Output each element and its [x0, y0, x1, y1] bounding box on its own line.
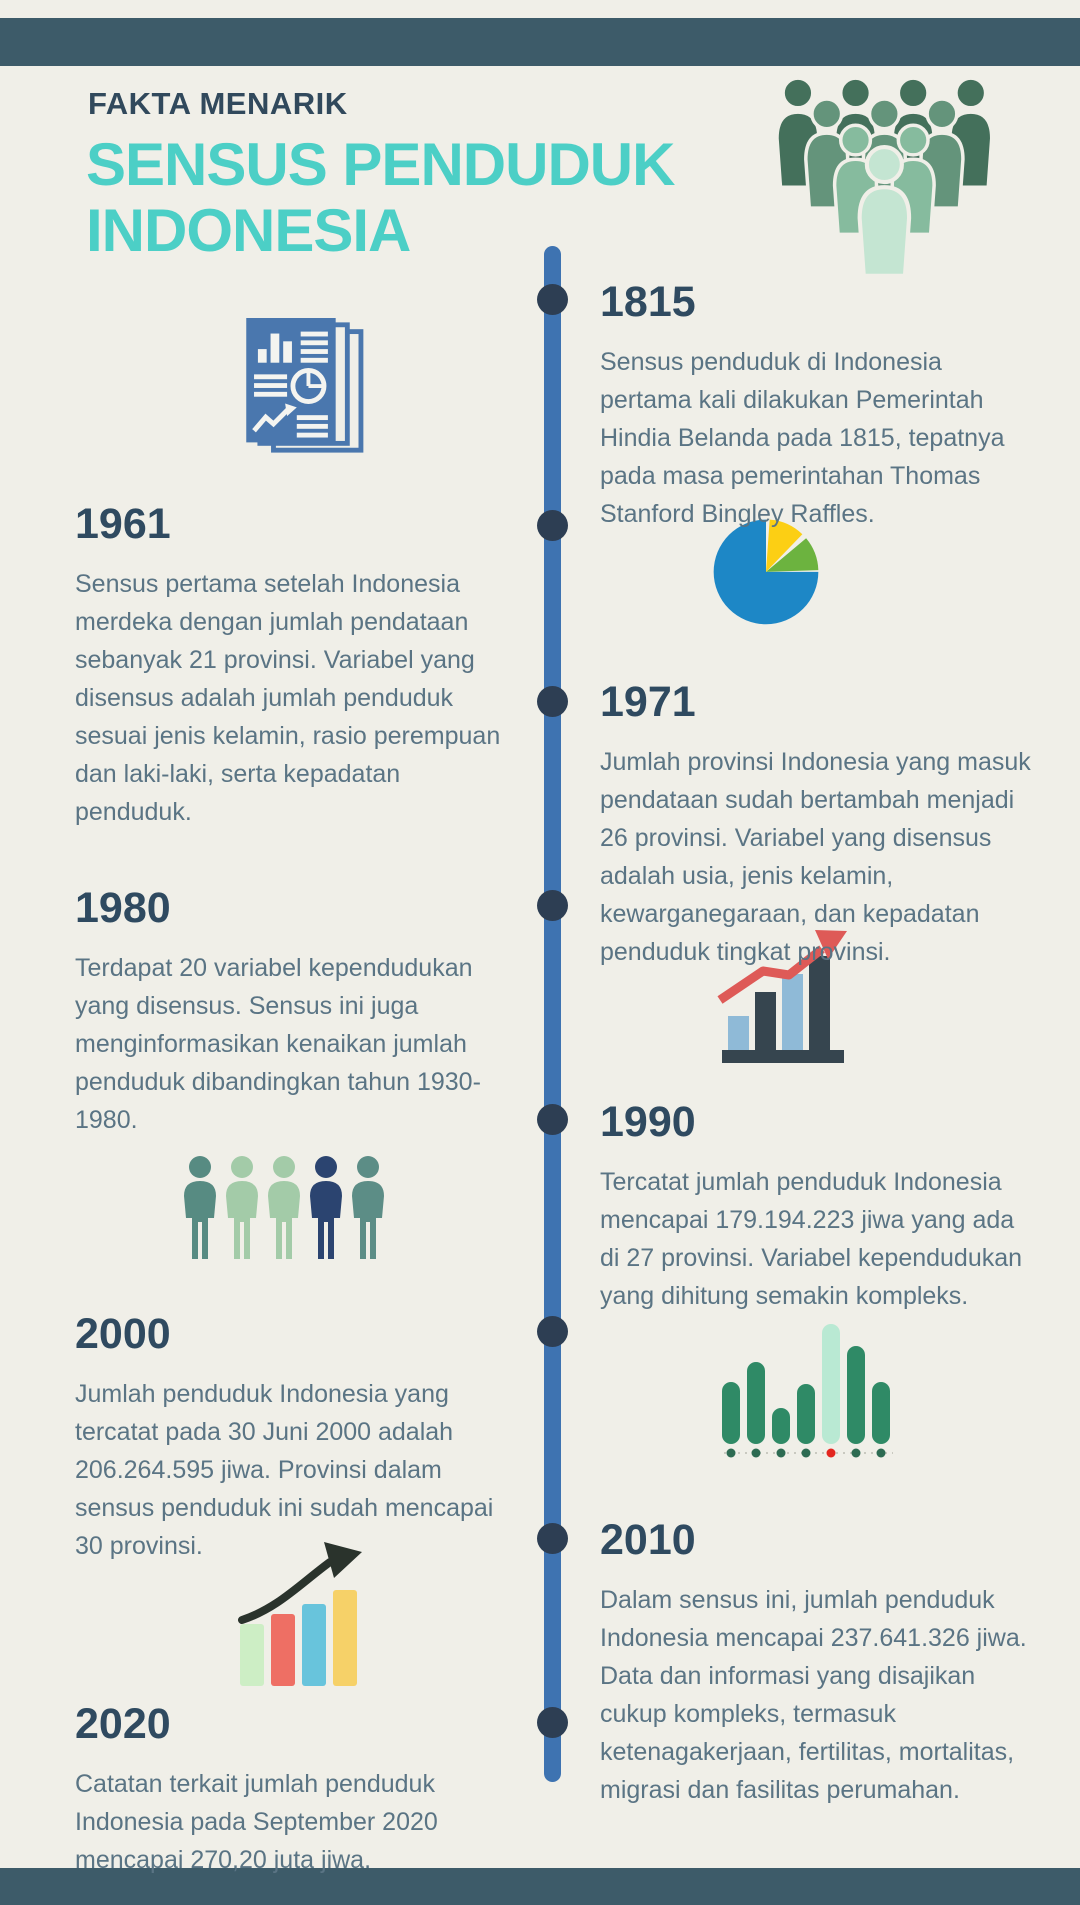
timeline-entry-2010	[600, 1516, 1040, 1809]
crowd-icon	[752, 72, 1008, 283]
entry-year: 2010	[600, 1516, 696, 1564]
timeline-dot-1815	[537, 284, 568, 315]
timeline-dot-2010	[537, 1523, 568, 1554]
entry-year: 1815	[600, 278, 696, 326]
entry-year: 1971	[600, 678, 696, 726]
page-title	[86, 132, 674, 264]
timeline-entry-1980	[75, 884, 505, 1139]
entry-text: Sensus pertama setelah Indonesia merdeka dengan jumlah pendataan sebanyak 21 provinsi. Variabel yang disensus adalah jumlah penduduk sesuai jenis kelamin, rasio perempuan dan laki-laki, serta kepadatan penduduk.	[75, 570, 501, 826]
entry-text: Terdapat 20 variabel kependudukan yang disensus. Sensus ini juga menginformasikan kenaikan jumlah penduduk dibandingkan tahun 1930-1980.	[75, 954, 481, 1134]
timeline-dot-1971	[537, 686, 568, 717]
report-document-icon	[246, 318, 368, 461]
timeline-dot-1990	[537, 1104, 568, 1135]
rounded-bars-icon	[716, 1320, 901, 1473]
timeline-dot-1980	[537, 890, 568, 921]
entry-year: 2000	[75, 1310, 171, 1358]
entry-year: 1990	[600, 1098, 696, 1146]
entry-text: Jumlah penduduk Indonesia yang tercatat pada 30 Juni 2000 adalah 206.264.595 jiwa. Provinsi dalam sensus penduduk ini sudah mencapai 30 provinsi.	[75, 1380, 494, 1560]
entry-text: Jumlah provinsi Indonesia yang masuk pendataan sudah bertambah menjadi 26 provinsi. Variabel yang disensus adalah usia, jenis kelamin, kewarganegaraan, dan kepadatan penduduk tingkat provinsi.	[600, 748, 1031, 966]
timeline-entry-1971	[600, 678, 1040, 971]
timeline-dot-2020	[537, 1707, 568, 1738]
timeline-entry-1990	[600, 1098, 1040, 1315]
entry-text: Catatan terkait jumlah penduduk Indonesia pada September 2020 mencapai 270,20 juta jiwa.	[75, 1770, 438, 1874]
timeline-dot-2000	[537, 1316, 568, 1347]
timeline-entry-2000	[75, 1310, 505, 1565]
page-title-line1: SENSUS PENDUDUK	[86, 131, 675, 198]
timeline-dot-1961	[537, 510, 568, 541]
timeline-entry-1961	[75, 500, 505, 831]
kicker: FAKTA MENARIK	[88, 86, 348, 121]
entry-year: 1980	[75, 884, 171, 932]
entry-text: Tercatat jumlah penduduk Indonesia mencapai 179.194.223 jiwa yang ada di 27 provinsi. Variabel kependudukan yang dihitung semakin kompleks.	[600, 1168, 1023, 1310]
entry-year: 1961	[75, 500, 171, 548]
entry-text: Sensus penduduk di Indonesia pertama kali dilakukan Pemerintah Hindia Belanda pada 1815, tepatnya pada masa pemerintahan Thomas Stanford Bingley Raffles.	[600, 348, 1005, 528]
top-band	[0, 18, 1080, 66]
timeline-entry-2020	[75, 1700, 505, 1879]
entry-year: 2020	[75, 1700, 171, 1748]
people-row-icon	[182, 1156, 387, 1266]
page-title-line2: INDONESIA	[86, 197, 411, 264]
entry-text: Dalam sensus ini, jumlah penduduk Indonesia mencapai 237.641.326 jiwa. Data dan informasi yang disajikan cukup kompleks, termasuk ketenagakerjaan, fertilitas, mortalitas, migrasi dan fasilitas perumahan.	[600, 1586, 1027, 1804]
timeline-entry-1815	[600, 278, 1040, 533]
